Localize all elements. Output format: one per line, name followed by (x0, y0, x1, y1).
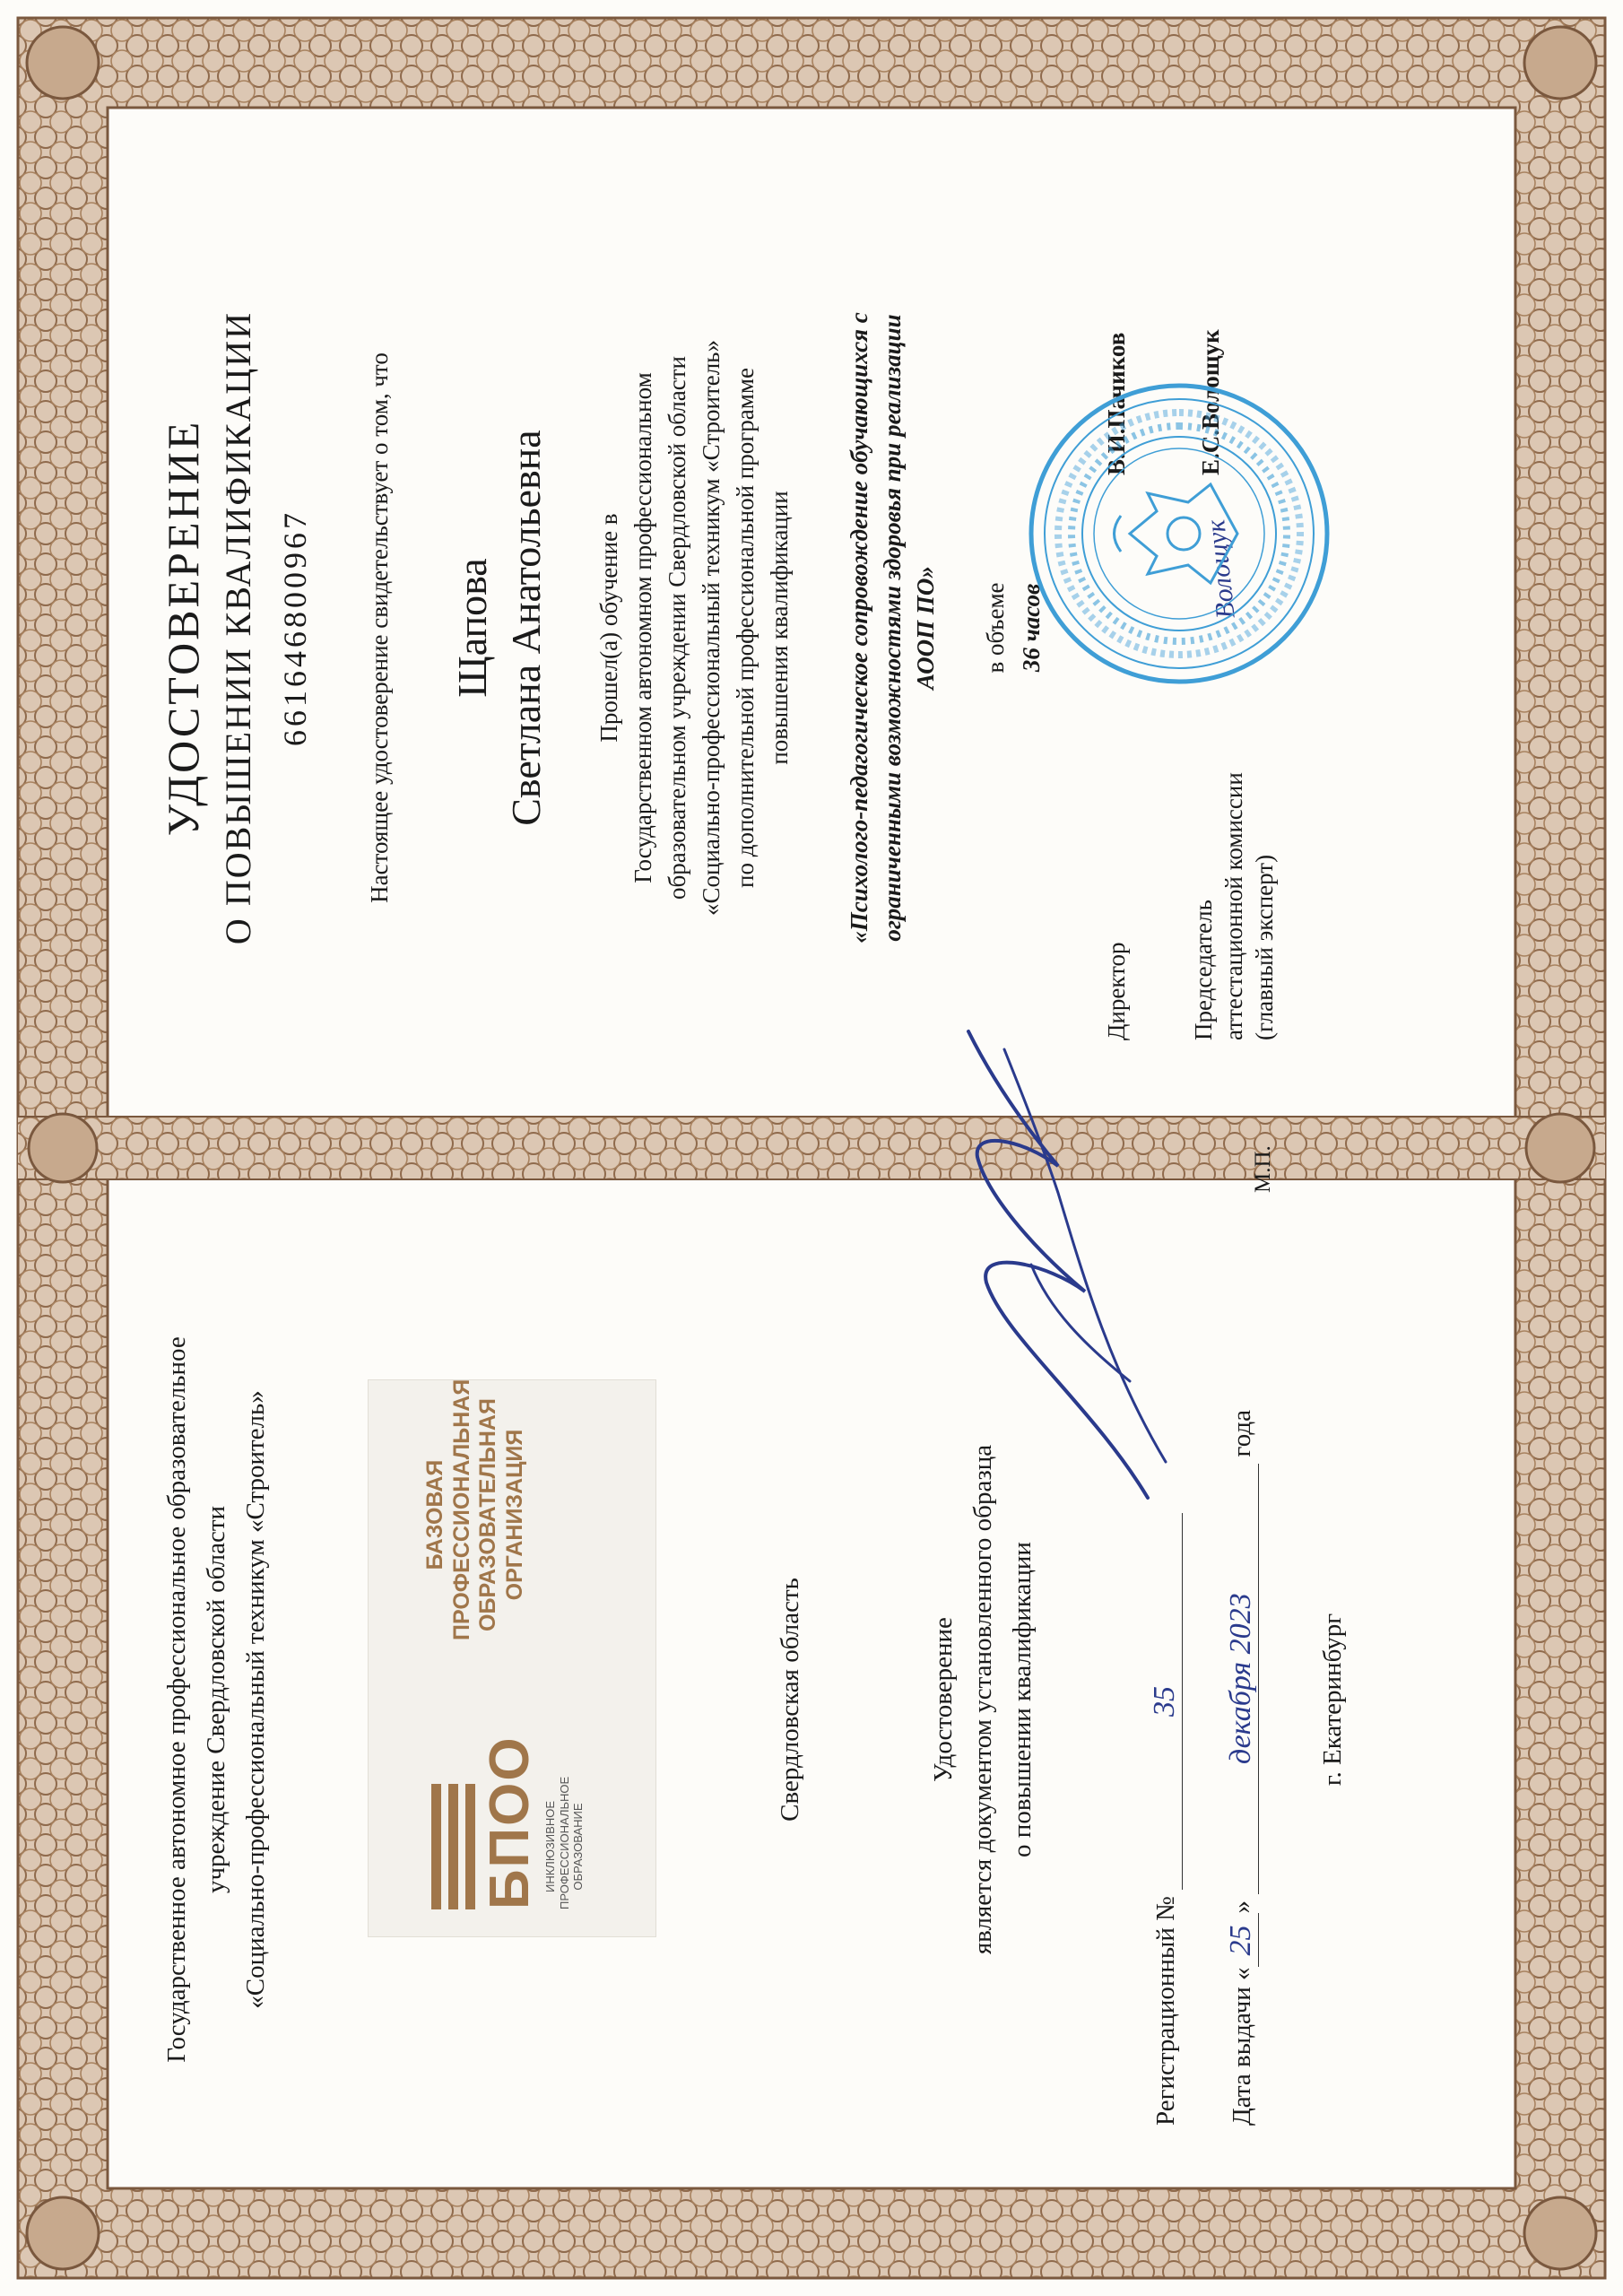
statement-line-2: является документом установленного образца (968, 1444, 997, 1955)
logo-title-3: ОБРАЗОВАТЕЛЬНАЯ (475, 1398, 500, 1631)
director-label: Директор (1103, 942, 1130, 1040)
program-line-2: ограниченными возможностями здоровья при реализации (879, 314, 906, 942)
body-line-3: образовательном учреждении Свердловской области (664, 356, 690, 900)
logo-brand-sub (543, 1776, 586, 1909)
issue-date-quote: » (1228, 1900, 1256, 1914)
body-line-5: по дополнительной профессиональной программе (732, 368, 759, 888)
issuer-line-2: учреждение Свердловской области (202, 1505, 230, 1894)
program-line-1: «Психолого-педагогическое сопровождение обучающихся с (846, 312, 872, 944)
issue-date-month-year: декабря 2023 (1224, 1464, 1259, 1894)
bpoo-logo (368, 1379, 656, 1937)
logo-title-2: ПРОФЕССИОНАЛЬНАЯ (448, 1378, 474, 1640)
program-line-3: АООП ПО» (912, 566, 939, 690)
recipient-name: Светлана Анатольевна (503, 430, 549, 826)
training-description (592, 135, 796, 1121)
body-line-6: повышения квалификации (766, 491, 793, 765)
registration-label: Регистрационный № (1151, 1896, 1180, 2126)
official-seal (1022, 377, 1336, 691)
bpoo-logo-mark (431, 1735, 586, 1909)
chair-line-1: Председатель (1190, 900, 1217, 1040)
body-line-2: Государственном автономном профессиональном (629, 372, 656, 883)
director-name: В.И.Пачиков (1103, 332, 1130, 475)
issuer-block (157, 1238, 275, 2161)
chair-handwritten-signature: Волощук (1201, 518, 1241, 621)
logo-brand: БПОО (479, 1735, 541, 1909)
certificate-title: УДОСТОВЕРЕНИЕ (158, 419, 208, 837)
chair-name: Е.С.Волощук (1197, 329, 1224, 475)
left-panel (135, 1238, 1408, 2161)
issue-date-label: Дата выдачи « (1228, 1967, 1256, 2126)
logo-sub-1: ИНКЛЮЗИВНОЕ (543, 1801, 557, 1893)
issue-date-row (1224, 1410, 1259, 2126)
director-signature (950, 1013, 1184, 1516)
city: г. Екатеринбург (1318, 1613, 1347, 1787)
chair-line-2: аттестационной комиссии (1220, 772, 1247, 1040)
logo-title (422, 1378, 528, 1640)
issue-date-suffix: года (1228, 1409, 1256, 1457)
recipient-surname: Щапова (449, 558, 495, 698)
issue-date-day: 25 (1224, 1913, 1259, 1967)
region: Свердловская область (776, 1578, 804, 1822)
chair-label (1188, 772, 1280, 1040)
program-title (843, 135, 942, 1121)
intro-text: Настоящее удостоверение свидетельствует о том, что (366, 352, 393, 903)
logo-title-1: БАЗОВАЯ (422, 1459, 447, 1570)
statement-line-3: о повышении квалификации (1008, 1542, 1037, 1857)
seal-place-label: М.П. (1251, 1145, 1275, 1193)
volume-label: в объеме (982, 582, 1009, 674)
registration-row (1148, 1513, 1183, 2126)
logo-bars-icon (431, 1784, 475, 1909)
statement-line-1: Удостоверение (929, 1617, 958, 1782)
logo-title-4: ОРГАНИЗАЦИЯ (501, 1429, 527, 1601)
body-line-4: «Социально-профессиональный техникум «Строитель» (698, 340, 725, 916)
volume-value: 36 часов (1018, 583, 1045, 673)
issuer-line-1: Государственное автономное профессиональное образовательное (162, 1336, 191, 2063)
logo-sub-3: ОБРАЗОВАНИЕ (571, 1803, 586, 1891)
chair-line-3: (главный эксперт) (1251, 854, 1278, 1040)
body-line-1: Прошел(а) обучение в (595, 513, 622, 743)
issuer-line-3: «Социально-профессиональный техникум «Строитель» (241, 1390, 270, 2009)
certificate-number: 661646800967 (277, 509, 313, 746)
certificate-subtitle: О ПОВЫШЕНИИ КВАЛИФИКАЦИИ (218, 310, 258, 945)
logo-sub-2: ПРОФЕССИОНАЛЬНОЕ (557, 1776, 571, 1909)
registration-number: 35 (1148, 1513, 1183, 1890)
